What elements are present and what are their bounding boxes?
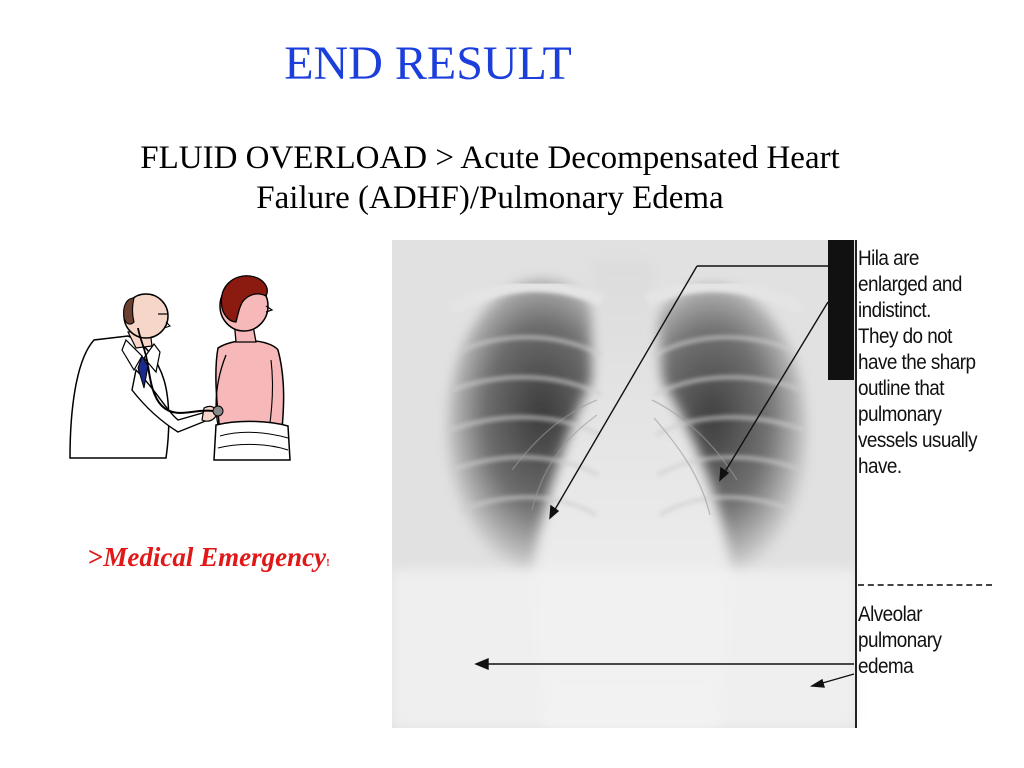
slide-subtitle xyxy=(20,138,960,218)
caption-alveolar-edema: Alveolar pulmonary edema xyxy=(858,603,942,678)
subtitle-line-1: FLUID OVERLOAD > Acute Decompensated Heart xyxy=(140,140,840,176)
emergency-suffix: ! xyxy=(326,557,330,569)
caption-divider xyxy=(858,584,992,586)
doctor-patient-illustration xyxy=(66,270,306,465)
subtitle-line-2: Failure (ADHF)/Pulmonary Edema xyxy=(256,180,724,216)
slide-title: END RESULT xyxy=(284,37,572,90)
doctor-auscultating-patient-icon xyxy=(66,270,306,465)
medical-emergency-note xyxy=(88,540,330,580)
emergency-text: Medical Emergency xyxy=(103,542,327,572)
caption-hila: Hila are enlarged and indistinct. They do not have the sharp outline that pulmonary vessels usually have. xyxy=(858,247,978,478)
emergency-prefix: > xyxy=(88,542,104,572)
